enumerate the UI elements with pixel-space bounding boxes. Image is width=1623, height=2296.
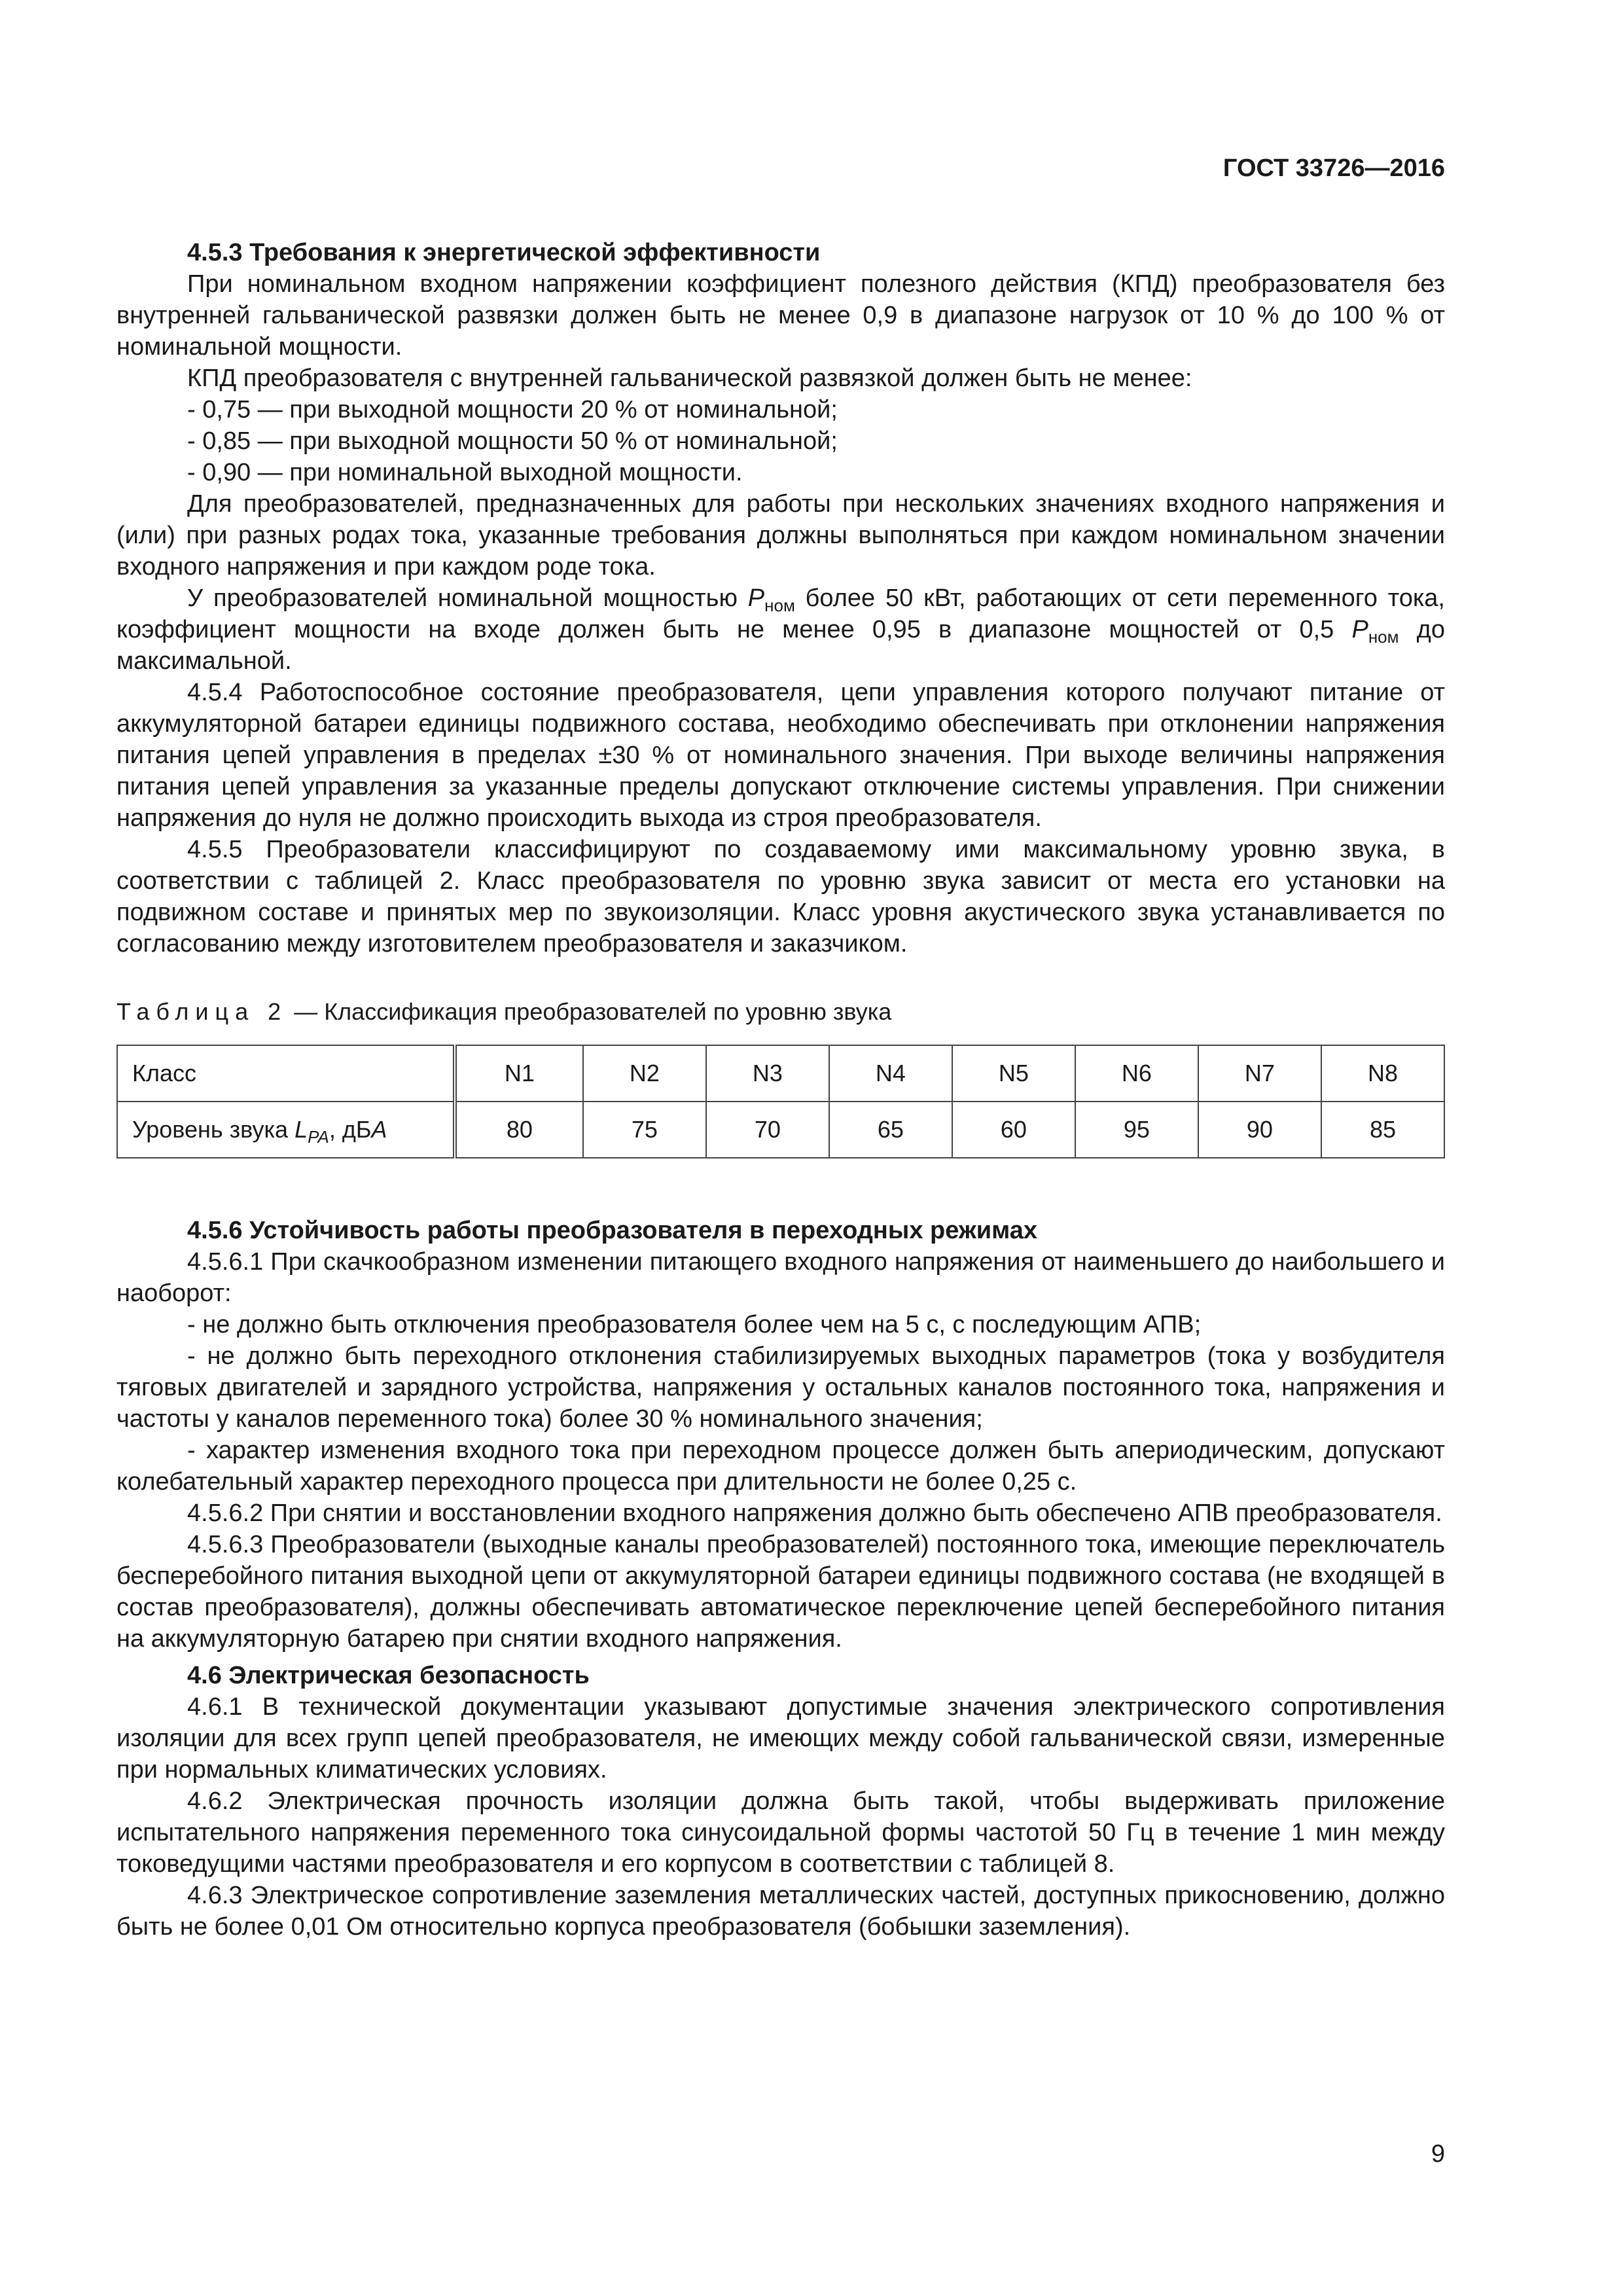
section-4-5-3-title: 4.5.3 Требования к энергетической эффективности [187, 239, 821, 266]
table-cell: N8 [1321, 1045, 1444, 1102]
page-number: 9 [1431, 2140, 1445, 2168]
paragraph: 4.6.3 Электрическое сопротивление заземления металлических частей, доступных прикосновению, должно быть не более 0,01 Ом относительно корпуса преобразователя (бобышки заземления). [116, 1882, 1445, 1941]
table-cell: N5 [952, 1045, 1075, 1102]
table-cell: N7 [1198, 1045, 1321, 1102]
table-cell: 65 [829, 1102, 952, 1158]
table-cell: N2 [583, 1045, 706, 1102]
paragraph: 4.6.2 Электрическая прочность изоляции должна быть такой, чтобы выдерживать приложение испытательного напряжения переменного тока синусоидальной формы частотой 50 Гц в течение 1 мин между токоведущими частями преобразователя и его корпусом в соответствии с таблицей 8. [116, 1787, 1445, 1878]
table-caption: Таблица 2 — Классификация преобразователей по уровню звука [116, 998, 892, 1025]
table-cell: 75 [583, 1102, 706, 1158]
paragraph-4-5-4: 4.5.4 Работоспособное состояние преобразователя, цепи управления которого получают питание от аккумуляторной батареи единицы подвижного состава, необходимо обеспечивать при отклонении напряжения питания цепей управления в пределах ±30 % от номинального значения. При выходе величины напряжения питания цепей управления за указанные пределы допускают отключение системы управления. При снижении напряжения до нуля не должно происходить выхода из строя преобразователя. [116, 679, 1445, 832]
table-cell: 85 [1321, 1102, 1444, 1158]
table-cell: N6 [1075, 1045, 1198, 1102]
paragraph: 4.5.6.1 При скачкообразном изменении питающего входного напряжения от наименьшего до наибольшего и наоборот: [116, 1248, 1445, 1307]
list-item: - 0,85 — при выходной мощности 50 % от номинальной; [187, 427, 838, 455]
paragraph-power-factor: У преобразователей номинальной мощностью $P_{ном}$ более 50 кВт, работающих от сети переменного тока, коэффициент мощности на входе должен быть не менее 0,95 в диапазоне мощностей от 0,5 $P_{ном}$ до максимальной. [116, 584, 1445, 675]
row-header-sound-level: Уровень звука $L_{PA}$, дБА [117, 1102, 455, 1158]
table-cell: 70 [706, 1102, 829, 1158]
paragraph: 4.5.6.3 Преобразователи (выходные каналы преобразователей) постоянного тока, имеющие переключатель бесперебойного питания выходной цепи от аккумуляторной батареи единицы подвижного состава (не входящей в состав преобразователя), должны обеспечивать автоматическое переключение цепей бесперебойного питания на аккумуляторную батарею при снятии входного напряжения. [116, 1531, 1445, 1653]
paragraph-4-5-5: 4.5.5 Преобразователи классифицируют по создаваемому ими максимальному уровню звука, в соответствии с таблицей 2. Класс преобразователя по уровню звука зависит от места его установки на подвижном составе и принятых мер по звукоизоляции. Класс уровня акустического звука устанавливается по согласованию между изготовителем преобразователя и заказчиком. [116, 836, 1445, 958]
table-cell: N3 [706, 1045, 829, 1102]
section-4-6-title: 4.6 Электрическая безопасность [187, 1662, 590, 1689]
sound-level-table [116, 1045, 1445, 1158]
document-header: ГОСТ 33726—2016 [1222, 154, 1445, 182]
table-cell: N1 [455, 1045, 583, 1102]
paragraph: КПД преобразователя с внутренней гальванической развязкой должен быть не менее: [187, 365, 1192, 392]
table-cell: 95 [1075, 1102, 1198, 1158]
table-cell: 90 [1198, 1102, 1321, 1158]
table-row [117, 1045, 1444, 1102]
list-item: - не должно быть отключения преобразователя более чем на 5 с, с последующим АПВ; [187, 1311, 1202, 1338]
table-row [117, 1102, 1444, 1158]
paragraph: Для преобразователей, предназначенных для работы при нескольких значениях входного напряжения и (или) при разных родах тока, указанные требования должны выполняться при каждом номинальном значении входного напряжения и при каждом роде тока. [116, 490, 1445, 581]
paragraph: 4.5.6.2 При снятии и восстановлении входного напряжения должно быть обеспечено АПВ преобразователя. [187, 1499, 1442, 1527]
table-cell: 80 [455, 1102, 583, 1158]
list-item: - 0,90 — при номинальной выходной мощности. [187, 459, 743, 486]
list-item: - 0,75 — при выходной мощности 20 % от номинальной; [187, 396, 838, 423]
list-item: - не должно быть переходного отклонения стабилизируемых выходных параметров (тока у возбудителя тяговых двигателей и зарядного устройства, напряжения у остальных каналов постоянного тока, напряжения и частоты у каналов переменного тока) более 30 % номинального значения; [116, 1342, 1445, 1433]
paragraph: 4.6.1 В технической документации указывают допустимые значения электрического сопротивления изоляции для всех групп цепей преобразователя, не имеющих между собой гальванической связи, измеренные при нормальных климатических условиях. [116, 1693, 1445, 1784]
paragraph: При номинальном входном напряжении коэффициент полезного действия (КПД) преобразователя без внутренней гальванической развязки должен быть не менее 0,9 в диапазоне нагрузок от 10 % до 100 % от номинальной мощности. [116, 270, 1445, 361]
table-cell: 60 [952, 1102, 1075, 1158]
p-nom-symbol: P [1351, 616, 1368, 643]
p-nom-symbol: P [747, 584, 765, 612]
list-item: - характер изменения входного тока при переходном процессе должен быть апериодическим, допускают колебательный характер переходного процесса при длительности не более 0,25 с. [116, 1437, 1445, 1496]
section-4-5-6-title: 4.5.6 Устойчивость работы преобразователя в переходных режимах [187, 1217, 1038, 1244]
page-content [116, 232, 1445, 1943]
row-header-class: Класс [117, 1045, 455, 1102]
table-cell: N4 [829, 1045, 952, 1102]
